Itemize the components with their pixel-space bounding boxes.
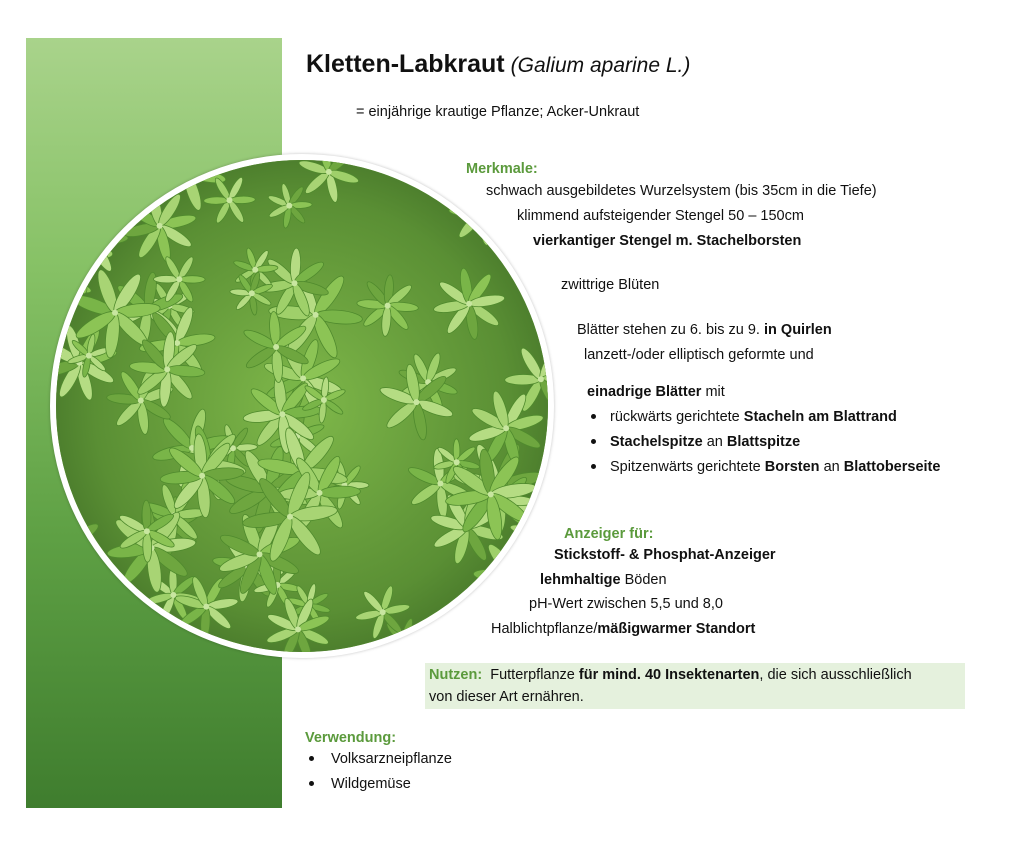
merkmale-line-1: schwach ausgebildetes Wurzelsystem (bis 35cm in die Tiefe) (486, 183, 877, 199)
merkmale-line-2: klimmend aufsteigender Stengel 50 – 150cm (517, 208, 804, 224)
merkmale-line-6: lanzett-/oder elliptisch geformte und (584, 347, 814, 363)
nutzen-line-2: von dieser Art ernähren. (429, 689, 584, 705)
bullet-2-bold-2: Blattspitze (726, 434, 801, 450)
verwendung-heading: Verwendung: (305, 730, 397, 746)
nutzen-box (425, 663, 965, 709)
bullet-dot (591, 439, 596, 444)
merkmale-line-7-bold: einadrige Blätter (587, 384, 702, 400)
anzeiger-line-4-bold: mäßigwarmer Standort (597, 621, 756, 637)
bullet-dot (591, 414, 596, 419)
merkmale-bullet-3 (610, 458, 940, 476)
merkmale-line-7 (587, 383, 725, 401)
merkmale-line-5 (577, 321, 832, 339)
merkmale-bullet-1 (610, 408, 897, 426)
merkmale-line-7-text: mit (701, 384, 725, 400)
anzeiger-line-4-text: Halblichtpflanze/ (491, 621, 598, 637)
merkmale-heading: Merkmale: (466, 161, 538, 177)
bullet-3-bold-2: Blattoberseite (843, 459, 941, 475)
merkmale-line-5-bold: in Quirlen (764, 322, 832, 338)
merkmale-bullet-2 (610, 433, 800, 451)
bullet-2-text: an (702, 434, 727, 450)
anzeiger-line-2 (540, 571, 667, 589)
bullet-dot (309, 756, 314, 761)
merkmale-line-5-text: Blätter stehen zu 6. bis zu 9. (577, 322, 764, 338)
nutzen-text-post: , die sich ausschließlich (759, 667, 912, 683)
merkmale-line-4: zwittrige Blüten (561, 277, 660, 293)
page-title (306, 50, 690, 79)
bullet-3-mid: an (819, 459, 844, 475)
plant-photo (50, 154, 554, 658)
anzeiger-line-2-bold: lehmhaltige (540, 572, 621, 588)
bullet-dot (309, 781, 314, 786)
bullet-3-bold-1: Borsten (764, 459, 820, 475)
merkmale-line-3: vierkantiger Stengel m. Stachelborsten (533, 233, 802, 249)
anzeiger-line-1: Stickstoff- & Phosphat-Anzeiger (554, 547, 776, 563)
anzeiger-heading: Anzeiger für: (564, 526, 654, 542)
title-latin: (Galium aparine L.) (510, 54, 691, 77)
galium-aparine-photo-icon (56, 160, 548, 652)
nutzen-bold: für mind. 40 Insektenarten (578, 667, 760, 683)
title-main: Kletten-Labkraut (306, 50, 505, 78)
verwendung-item: Wildgemüse (331, 776, 411, 792)
bullet-3-text: Spitzenwärts gerichtete (610, 459, 765, 475)
anzeiger-line-3: pH-Wert zwischen 5,5 und 8,0 (529, 596, 723, 612)
bullet-dot (591, 464, 596, 469)
verwendung-item: Volksarzneipflanze (331, 751, 452, 767)
nutzen-line-1 (429, 667, 912, 683)
bullet-1-bold: Stacheln am Blattrand (743, 409, 897, 425)
subtitle: = einjährige krautige Pflanze; Acker-Unkraut (356, 104, 640, 120)
nutzen-label: Nutzen: (429, 667, 483, 683)
anzeiger-line-2-text: Böden (620, 572, 667, 588)
bullet-1-text: rückwärts gerichtete (610, 409, 744, 425)
bullet-2-bold-1: Stachelspitze (610, 434, 703, 450)
anzeiger-line-4 (491, 620, 755, 638)
nutzen-text: Futterpflanze (482, 667, 579, 683)
